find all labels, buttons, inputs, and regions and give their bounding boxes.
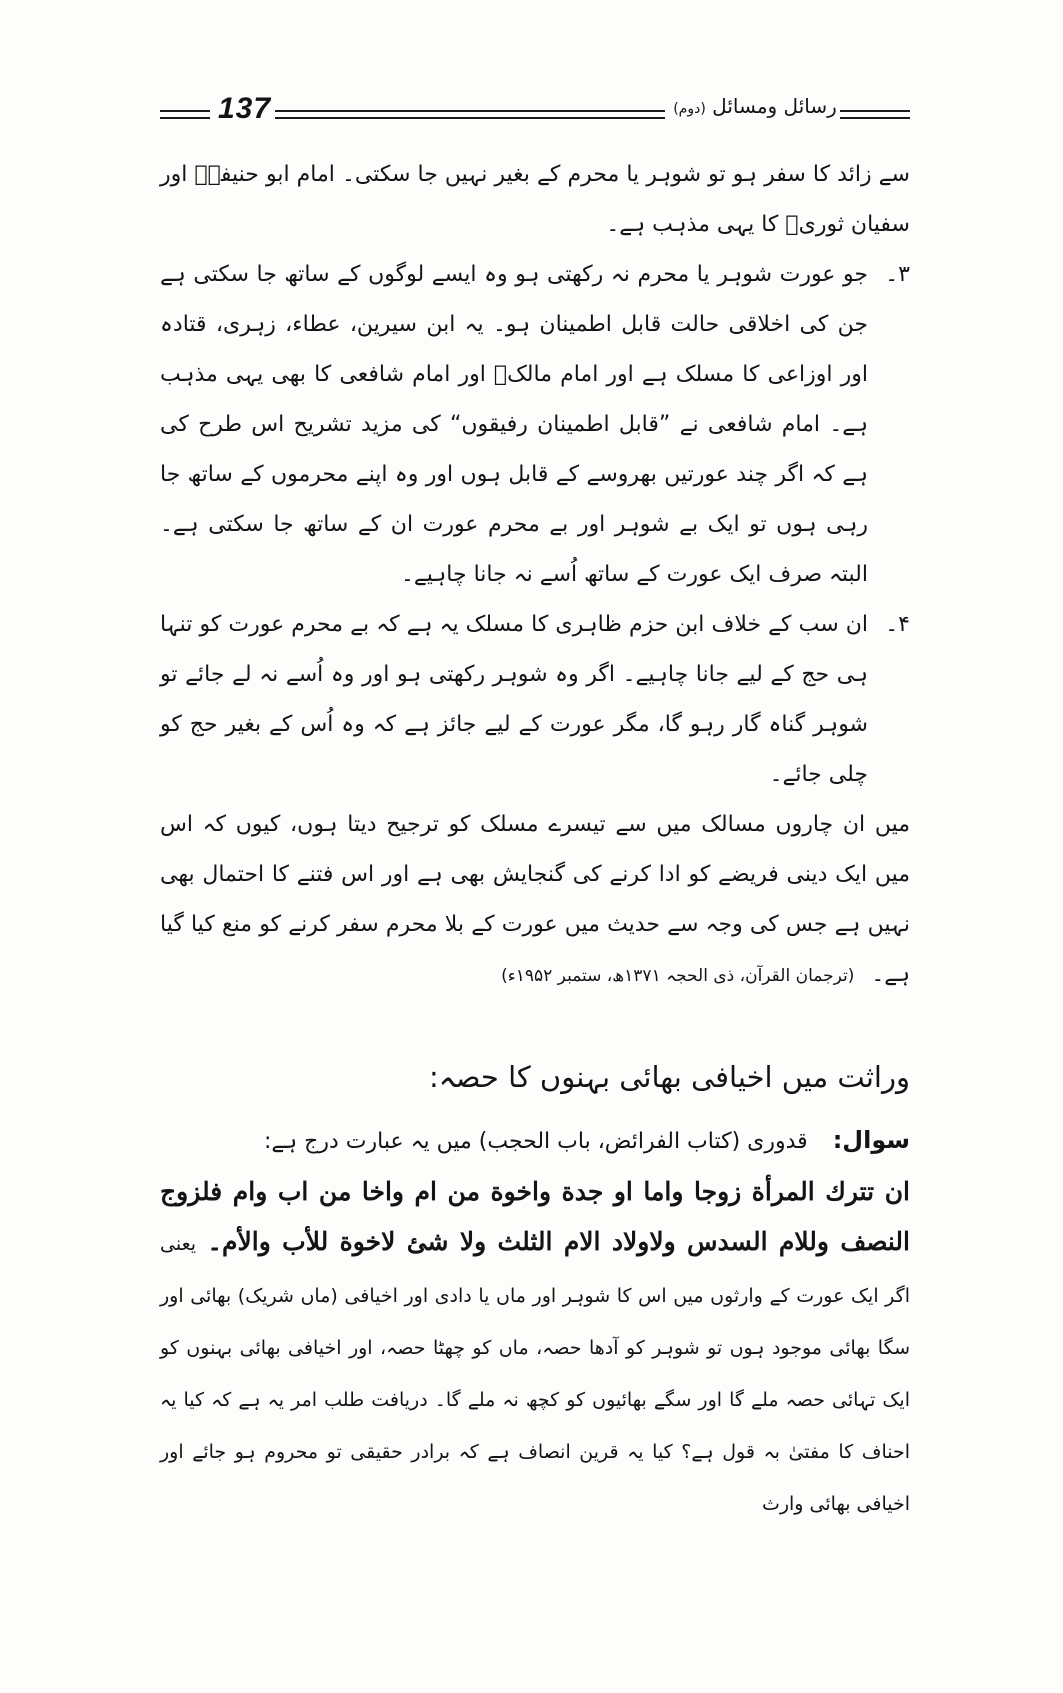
question-paragraph (160, 1115, 910, 1167)
running-title-main: رسائل ومسائل (712, 94, 837, 118)
conclusion-paragraph (160, 800, 910, 1001)
numbered-item-4 (160, 600, 910, 800)
question-intro: قدوری (کتاب الفرائض، باب الحجب) میں یہ عبارت درج ہے: (264, 1129, 808, 1154)
running-title-part: (دوم) (673, 101, 706, 117)
page-content (160, 150, 910, 1529)
arabic-quote-paragraph (160, 1167, 910, 1529)
question-label: سوال: (832, 1126, 910, 1154)
header-rule-right (840, 110, 910, 119)
page-number: 137 (218, 92, 272, 125)
page-header (160, 92, 910, 132)
item-text: ان سب کے خلاف ابن حزم ظاہری کا مسلک یہ ہے کہ بے محرم عورت کو تنہا ہی حج کے لیے جانا چاہیے۔ اگر وہ شوہر رکھتی ہو اور وہ اُسے نہ لے جائے تو شوہر گناہ گار رہو گا، مگر عورت کے لیے جائز ہے کہ وہ اُس کے بغیر حج کو چلی جائے۔ (160, 612, 868, 787)
item-number: ۴۔ (885, 612, 910, 637)
item-text: جو عورت شوہر یا محرم نہ رکھتی ہو وہ ایسے لوگوں کے ساتھ جا سکتی ہے جن کی اخلاقی حالت قابل اطمینان ہو۔ یہ ابن سیرین، عطاء، زہری، قتادہ اور اوزاعی کا مسلک ہے اور امام مالکؒ اور امام شافعی کا بھی یہی مذہب ہے۔ امام شافعی نے ”قابل اطمینان رفیقوں“ کی مزید تشریح اس طرح کی ہے کہ اگر چند عورتیں بھروسے کے قابل ہوں اور وہ اپنے محرموں کے ساتھ جا رہی ہوں تو ایک بے شوہر اور بے محرم عورت ان کے ساتھ جا سکتی ہے۔ البتہ صرف ایک عورت کے ساتھ اُسے نہ جانا چاہیے۔ (160, 262, 868, 587)
numbered-item-3 (160, 250, 910, 600)
running-title (670, 94, 840, 118)
header-rule-left (160, 110, 210, 119)
citation: (ترجمان القرآن، ذی الحجہ ۱۳۷۱ھ، ستمبر ۱۹۵۲ء) (501, 966, 855, 986)
translation: یعنی اگر ایک عورت کے وارثوں میں اس کا شوہر اور ماں یا دادی اور اخیافی (ماں شریک) بھائی اور سگا بھائی موجود ہوں تو شوہر کو آدھا حصہ، ماں کو چھٹا حصہ، اور اخیافی بھائی بہنوں کو ایک تہائی حصہ ملے گا اور سگے بھائیوں کو کچھ نہ ملے گا۔ دریافت طلب امر یہ ہے کہ کیا یہ احناف کا مفتیٰ بہ قول ہے؟ کیا یہ قرین انصاف ہے کہ برادر حقیقی تو محروم ہو جائے اور اخیافی بھائی وارث (160, 1233, 910, 1515)
conclusion-text: میں ان چاروں مسالک میں سے تیسرے مسلک کو ترجیح دیتا ہوں، کیوں کہ اس میں ایک دینی فریضے کو ادا کرنے کی گنجایش بھی ہے اور اس فتنے کا احتمال بھی نہیں ہے جس کی وجہ سے حدیث میں عورت کے بلا محرم سفر کرنے کو منع کیا گیا ہے۔ (160, 812, 910, 987)
arabic-quote: ان تترك المرأة زوجا واما او جدة واخوة من ام واخا من اب وام فلزوج النصف وللام السدس ولاولاد الام الثلث ولا شئ لاخوة للأب والأم۔ (160, 1177, 910, 1256)
header-rule-middle (275, 110, 665, 119)
continuation-paragraph: سے زائد کا سفر ہو تو شوہر یا محرم کے بغیر نہیں جا سکتی۔ امام ابو حنیفہؒ اور سفیان ثوریؒ کا یہی مذہب ہے۔ (160, 162, 910, 237)
item-number: ۳۔ (885, 262, 910, 287)
section-heading: وراثت میں اخیافی بھائی بہنوں کا حصہ: (429, 1060, 910, 1094)
